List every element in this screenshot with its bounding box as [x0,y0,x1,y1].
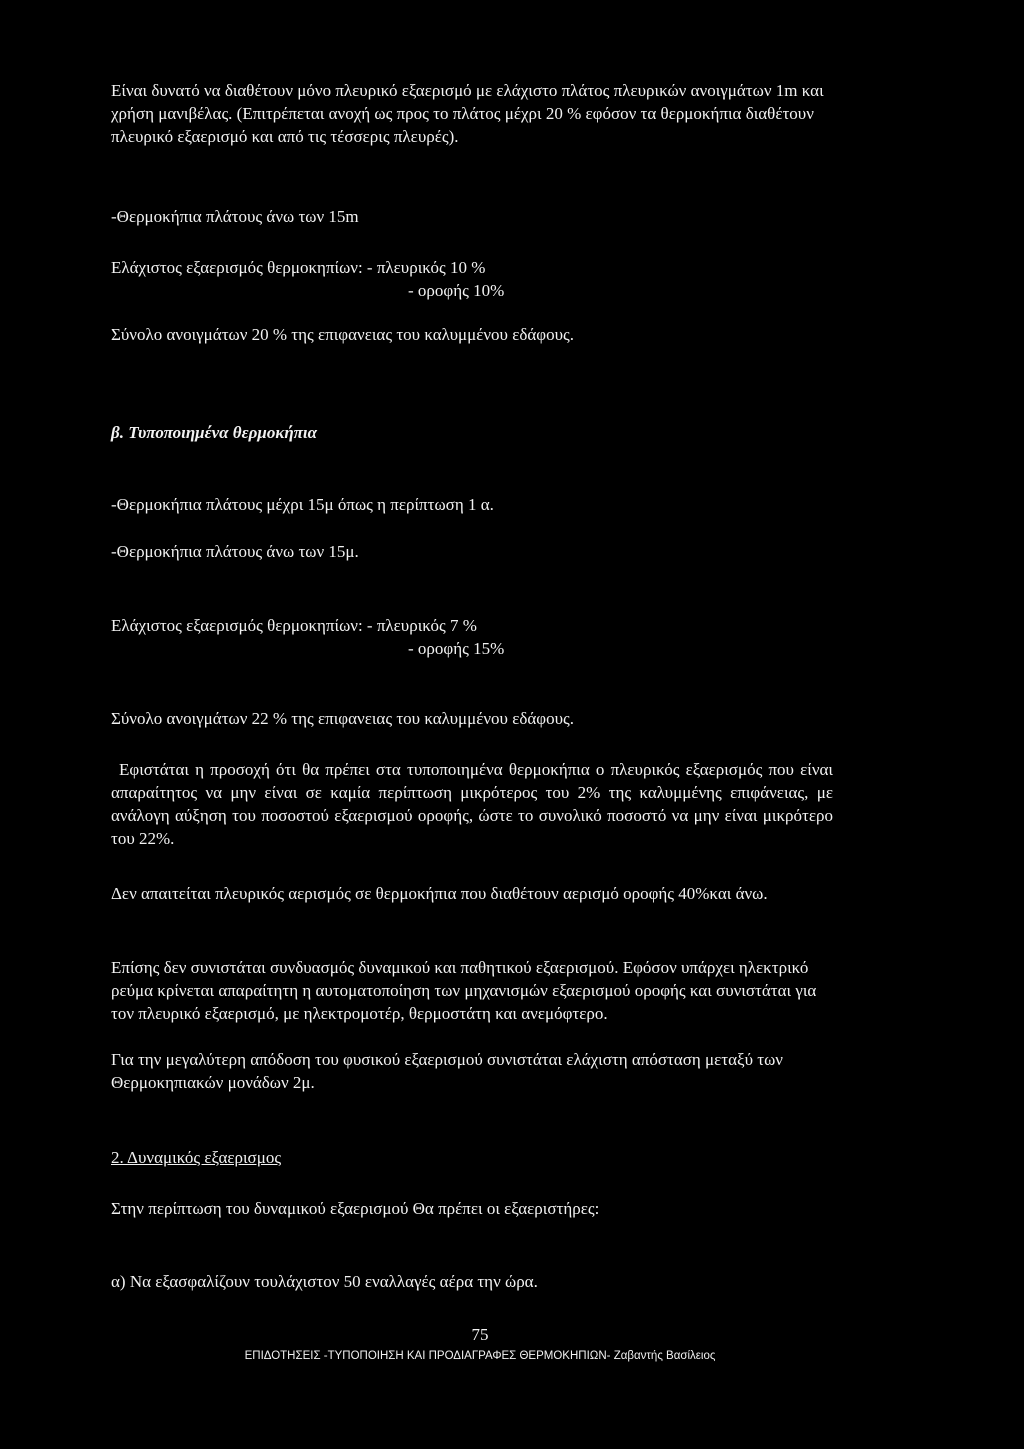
b-width-over-15: -Θερμοκήπια πλάτους άνω των 15μ. [111,542,359,561]
min-ventilation-2-side: Ελάχιστος εξαερισμός θερμοκηπίων: - πλευρικός 7 % [111,616,477,635]
paragraph-distance: Για την μεγαλύτερη απόδοση του φυσικού εξαερισμού συνιστάται ελάχιστη απόσταση μεταξύ των Θερμοκηπιακών μονάδων 2μ. [111,1050,783,1092]
total-openings-1: Σύνολο ανοιγμάτων 20 % της επιφανειας του καλυμμένου εδάφους. [111,325,574,344]
heading-width-over-15m: -Θερμοκήπια πλάτους άνω των 15m [111,207,359,226]
paragraph-side-ventilation: Είναι δυνατό να διαθέτουν μόνο πλευρικό εξαερισμό με ελάχιστο πλάτος πλευρικών ανοιγμάτων 1m και χρήση μανιβέλας. (Επιτρέπεται ανοχή ως προς το πλάτος μέχρι 20 % εφόσον τα θερμοκήπια διαθέτουν πλευρικό εξαερισμό και από τις τέσσερις πλευρές). [111,81,824,146]
paragraph-attention: Εφιστάται η προσοχή ότι θα πρέπει στα τυποποιημένα θερμοκήπια ο πλευρικός εξαερισμός που είναι απαραίτητος να μην είναι σε καμία περίπτωση μικρότερος του 2% της καλυμμένης επιφάνειας, με ανάλογη αύξηση του ποσοστού εξαερισμού οροφής, ώστε το συνολικό ποσοστό να μην είναι μικρότερο του 22%. [111,760,833,848]
total-openings-2: Σύνολο ανοιγμάτων 22 % της επιφανειας του καλυμμένου εδάφους. [111,709,574,728]
page-number: 75 [471,1325,489,1344]
section-b-heading: β. Τυποποιημένα θερμοκήπια [111,423,318,442]
paragraph-combination: Επίσης δεν συνιστάται συνδυασμός δυναμικού και παθητικού εξαερισμού. Εφόσον υπάρχει ηλεκτρικό ρεύμα κρίνεται απαραίτητη η αυτοματοποίηση των μηχανισμών εξαερισμού οροφής και συνιστάται για τον πλευρικό εξαερισμό, με ηλεκτρομοτέρ, θερμοστάτη και ανεμόφτερο. [111,958,817,1023]
paragraph-no-side-ventilation: Δεν απαιτείται πλευρικός αερισμός σε θερμοκήπια που διαθέτουν αερισμό οροφής 40%και άνω. [111,884,768,903]
b-width-up-to-15: -Θερμοκήπια πλάτους μέχρι 15μ όπως η περίπτωση 1 α. [111,495,494,514]
list-item-a: α) Να εξασφαλίζουν τουλάχιστον 50 εναλλαγές αέρα την ώρα. [111,1272,538,1291]
page-footer: ΕΠΙΔΟΤΗΣΕΙΣ -ΤΥΠΟΠΟΙΗΣΗ ΚΑΙ ΠΡΟΔΙΑΓΡΑΦΕΣ ΘΕΡΜΟΚΗΠΙΩΝ- Ζαβαντής Βασίλειος [244,1350,716,1362]
min-ventilation-1-roof: - οροφής 10% [408,281,505,300]
min-ventilation-1-side: Ελάχιστος εξαερισμός θερμοκηπίων: - πλευρικός 10 % [111,258,486,277]
paragraph-dynamic-intro: Στην περίπτωση του δυναμικού εξαερισμού Θα πρέπει οι εξαεριστήρες: [111,1199,600,1218]
heading-dynamic-ventilation: 2. Δυναμικός εξαερισμος [111,1148,282,1167]
min-ventilation-2-roof: - οροφής 15% [408,639,505,658]
